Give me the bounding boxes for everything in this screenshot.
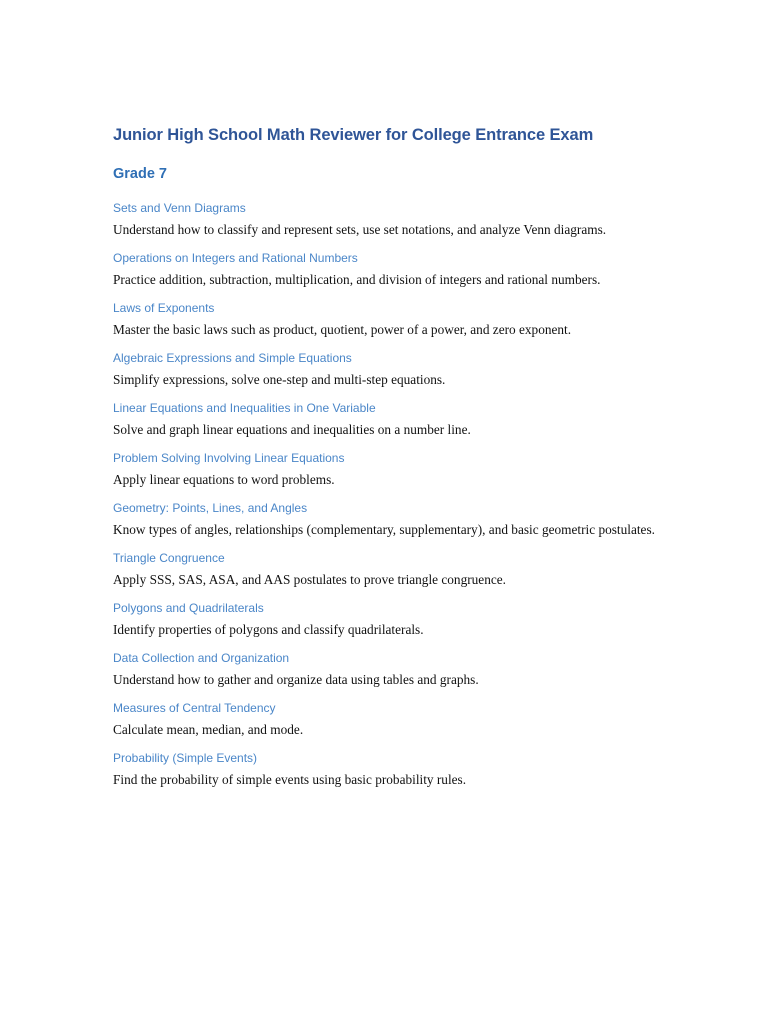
topic-description: Apply linear equations to word problems. [113, 472, 335, 487]
topic-title: Triangle Congruence [113, 551, 225, 565]
topic-description: Understand how to gather and organize data using tables and graphs. [113, 672, 479, 687]
topic-title: Linear Equations and Inequalities in One Variable [113, 401, 376, 415]
topic-title: Algebraic Expressions and Simple Equations [113, 351, 352, 365]
topic-section [113, 450, 672, 489]
topic-title: Geometry: Points, Lines, and Angles [113, 501, 308, 515]
topic-description: Identify properties of polygons and classify quadrilaterals. [113, 622, 424, 637]
topic-title: Measures of Central Tendency [113, 701, 276, 715]
topic-title: Laws of Exponents [113, 301, 215, 315]
topic-section [113, 500, 672, 539]
topic-section [113, 350, 672, 389]
topic-section [113, 200, 672, 239]
document-title: Junior High School Math Reviewer for College Entrance Exam [113, 126, 594, 144]
topic-title: Sets and Venn Diagrams [113, 201, 246, 215]
topic-section [113, 550, 672, 589]
topic-description: Practice addition, subtraction, multiplication, and division of integers and rational numbers. [113, 272, 601, 287]
topic-title: Problem Solving Involving Linear Equations [113, 451, 345, 465]
topic-title: Probability (Simple Events) [113, 751, 258, 765]
topic-section [113, 750, 672, 789]
topic-section [113, 400, 672, 439]
topic-section [113, 250, 672, 289]
topic-title: Operations on Integers and Rational Numbers [113, 251, 358, 265]
topic-title: Data Collection and Organization [113, 651, 290, 665]
topic-section [113, 650, 672, 689]
grade-heading: Grade 7 [113, 166, 167, 182]
topic-description: Master the basic laws such as product, quotient, power of a power, and zero exponent. [113, 322, 572, 337]
topic-description: Calculate mean, median, and mode. [113, 722, 304, 737]
topic-section [113, 700, 672, 739]
topic-title: Polygons and Quadrilaterals [113, 601, 264, 615]
topic-description: Simplify expressions, solve one-step and multi-step equations. [113, 372, 446, 387]
topic-description: Know types of angles, relationships (complementary, supplementary), and basic geometric postulates. [113, 522, 655, 537]
topic-section [113, 300, 672, 339]
topic-description: Understand how to classify and represent sets, use set notations, and analyze Venn diagrams. [113, 222, 607, 237]
topic-description: Solve and graph linear equations and inequalities on a number line. [113, 422, 471, 437]
topic-description: Apply SSS, SAS, ASA, and AAS postulates to prove triangle congruence. [113, 572, 506, 587]
topic-description: Find the probability of simple events using basic probability rules. [113, 772, 467, 787]
topic-section [113, 600, 672, 639]
